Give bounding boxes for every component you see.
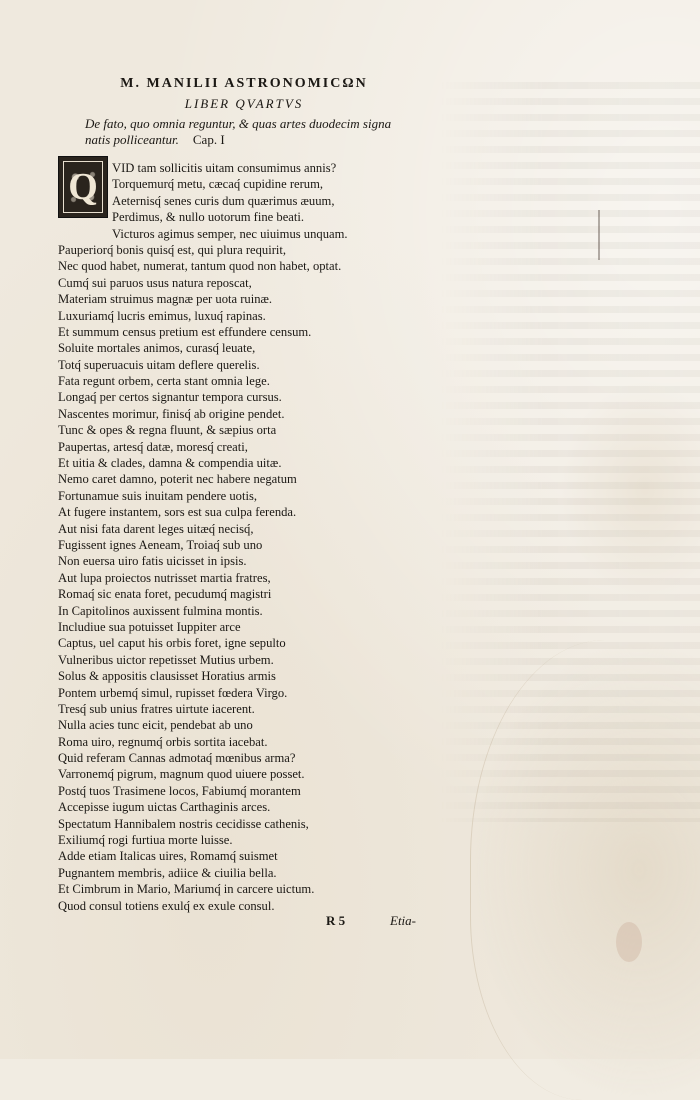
paper-scuff [598,210,600,260]
verse-line: Vulneribus uictor repetisset Mutius urbem. [58,652,274,667]
verse-line: Exiliumq́ rogi furtiua morte luisse. [58,833,233,848]
verse-line: Adde etiam Italicas uires, Romamq́ suismet [58,849,278,864]
verse-line: Longaq́ per certos signantur tempora cursus. [58,390,282,405]
chapter-label: Cap. I [192,132,225,147]
verse-line: Pontem urbemq́ simul, rupisset fœdera Virgo. [58,685,288,700]
verse-line: Et uitia & clades, damna & compendia uitæ. [58,456,282,471]
verse-line: Totq́ superuacuis uitam deflere querelis. [58,357,260,372]
catchword: Etia- [390,913,416,928]
verse-line: Quid referam Cannas admotaq́ mœnibus arma? [58,751,296,766]
verse-line: Solus & appositis clausisset Horatius armis [58,669,276,684]
verse-line: Pugnantem membris, adiice & ciuilia bella. [58,865,277,880]
verse-line: Torquemurq́ metu, cæcaq́ cupidine rerum, [112,177,324,192]
verse-line: Aut nisi fata darent leges uitæq́ necisq́, [58,521,254,536]
verse-line: Varronemq́ pigrum, magnum quod uiuere posset. [58,767,305,782]
verse-line: Cumq́ sui paruos usus natura reposcat, [58,275,252,290]
chapter-heading [85,116,415,148]
verse-line: Soluite mortales animos, curasq́ leuate, [58,341,256,356]
verse-line: Tresq́ sub unius fratres uirtute iacerent. [58,701,255,716]
verse-line: Nec quod habet, numerat, tantum quod non habet, optat. [58,259,342,274]
verse-line: Roma uiro, regnumq́ orbis sortita iacebat. [58,734,268,749]
verse-block [58,160,438,914]
show-through-text [440,82,700,822]
verse-line: Accepisse iugum uictas Carthaginis arces. [58,800,271,815]
verse-line: At fugere instantem, sors est sua culpa ferenda. [58,505,297,520]
verse-line: Captus, uel caput his orbis foret, igne sepulto [58,636,286,651]
verse-line: Et summum census pretium est effundere censum. [58,324,312,339]
verse-line: Fortunamue suis inuitam pendere uotis, [58,488,258,503]
verse-line: Aeternisq́ senes curis dum quærimus æuum, [112,193,335,208]
verse-line: Spectatum Hannibalem nostris cecidisse cathenis, [58,816,309,831]
verse-line: Includiue sua potuisset Iuppiter arce [58,619,241,634]
initial-letter: Q [68,166,98,208]
verse-line: Nulla acies tunc eicit, pendebat ab uno [58,718,253,733]
verse-line: Materiam struimus magnæ per uota ruinæ. [58,292,273,307]
verse-line: Luxuriamq́ lucris emimus, luxuq́ rapinas. [58,308,266,323]
verse-line: Romaq́ sic enata foret, pecudumq́ magistri [58,587,272,602]
verse-line: Et Cimbrum in Mario, Mariumq́ in carcere uictum. [58,882,315,897]
book-title: LIBER QVARTVS [184,96,304,111]
verse-line: Quod consul totiens exulq́ ex exule consul. [58,898,275,913]
paper-spot [616,922,642,962]
verse-line: VID tam sollicitis uitam consumimus annis? [112,161,337,175]
chapter-title: De fato, quo omnia reguntur, & quas artes duodecim signa natis polliceantur. [85,116,392,147]
verse-line: Tunc & opes & regna fluunt, & sæpius orta [58,423,277,438]
verse-line: In Capitolinos auxissent fulmina montis. [58,603,263,618]
verse-line: Fugissent ignes Aeneam, Troiaq́ sub uno [58,537,263,552]
verse-line: Nascentes morimur, finisq́ ab origine pendet. [58,406,285,421]
running-head: M. MANILII ASTRONOMICΩN [120,76,368,91]
verse-line: Nemo caret damno, poterit nec habere negatum [58,472,297,487]
verse-line: Paupertas, artesq́ datæ, moresq́ creati, [58,439,248,454]
verse-line: Aut lupa proiectos nutrisset martia fratres, [58,570,271,585]
verse-line: Postq́ tuos Trasimene locos, Fabiumq́ morantem [58,783,301,798]
verse-line: Fata regunt orbem, certa stant omnia lege. [58,374,270,389]
verse-line: Pauperiorq́ bonis quisq́ est, qui plura requirit, [58,242,287,257]
signature-mark: R 5 [326,913,346,928]
verse-line: Victuros agimus semper, nec uiuimus unquam. [112,226,348,241]
verse-line: Non euersa uiro fatis uicisset in ipsis. [58,554,247,569]
verse-line: Perdimus, & nullo uotorum fine beati. [112,210,305,225]
